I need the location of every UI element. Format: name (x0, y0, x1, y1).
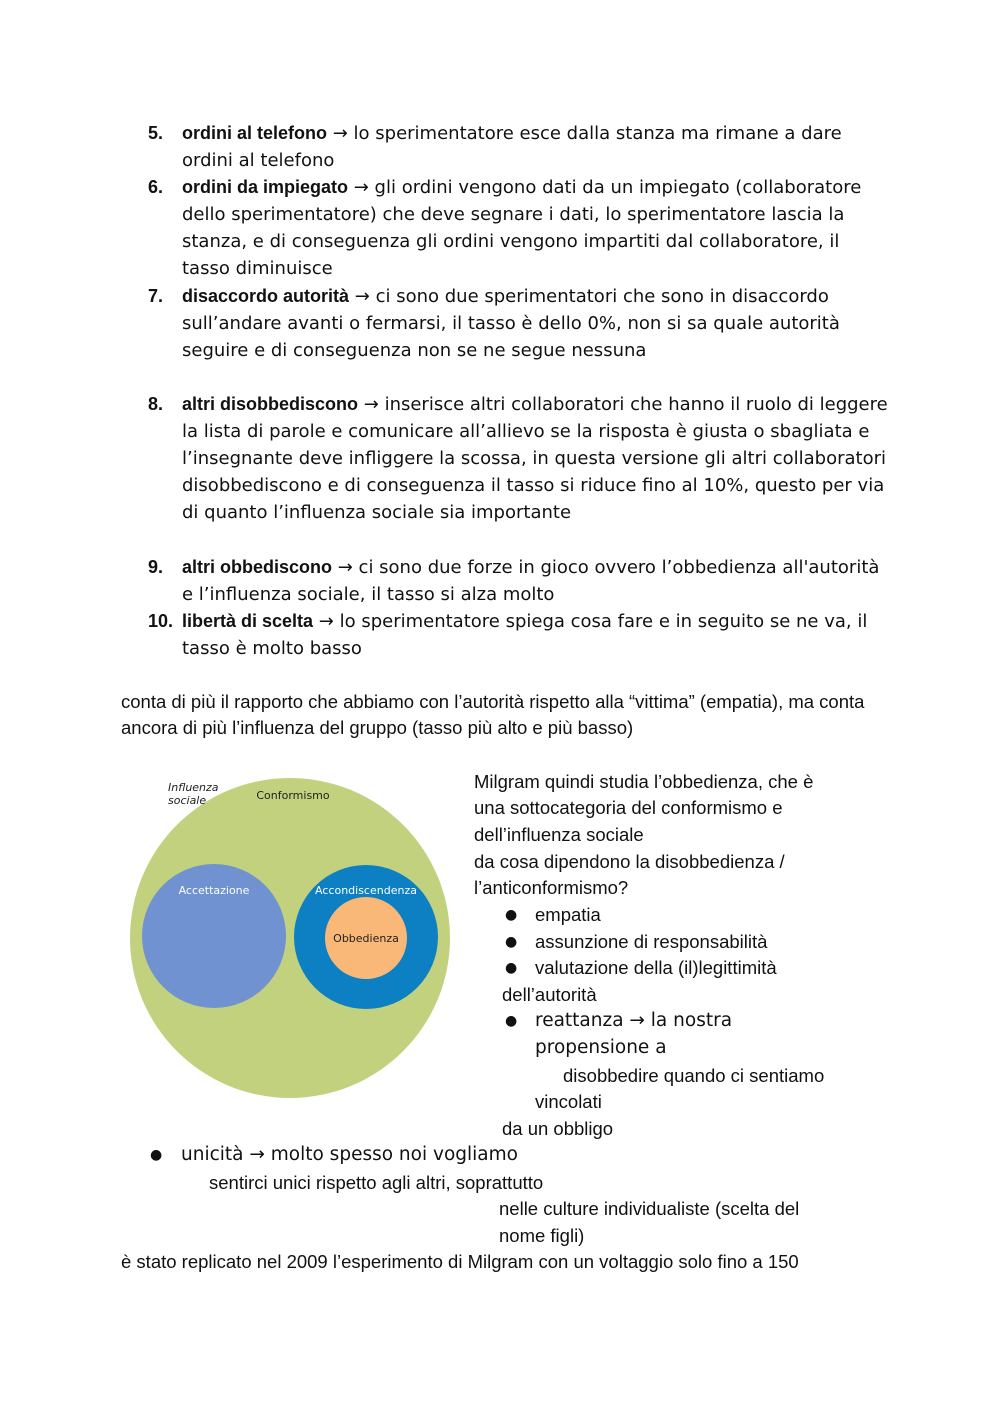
final-line: è stato replicato nel 2009 l’esperimento di Milgram con un voltaggio solo fino a 150 (121, 1251, 799, 1272)
list-number: 10. (148, 611, 174, 631)
list-term: libertà di scelta (182, 611, 314, 631)
bullet-text: vincolati (535, 1091, 602, 1112)
list-item (148, 554, 888, 608)
arrow: → (348, 177, 375, 198)
list-text: lo sperimentatore esce dalla stanza ma rimane a dare ordini al telefono (182, 123, 842, 171)
list-text: lo sperimentatore spiega cosa fare e in seguito se ne va, il tasso è molto basso (182, 611, 868, 659)
social-influence-diagram (125, 772, 457, 1104)
list-number: 9. (148, 557, 164, 577)
text-line: una sottocategoria del conformismo e (474, 797, 783, 818)
obbedienza-label: Obbedienza (333, 932, 399, 945)
list-term: altri obbediscono (182, 557, 333, 577)
bullet-text: sentirci unici rispetto agli altri, soprattutto (209, 1172, 544, 1193)
sociale-label: sociale (168, 794, 207, 807)
arrow: → (332, 557, 359, 578)
list-item (148, 120, 888, 174)
list-number: 6. (148, 177, 164, 197)
arrow: → (358, 394, 385, 415)
bullet-icon: ● (150, 1147, 163, 1163)
text-line: l’anticonformismo? (474, 877, 629, 898)
list-text: ci sono due sperimentatori che sono in disaccordo sull’andare avanti o fermarsi, il tasso è dello 0%, non si sa quale autorità seguire e di conseguenza non se ne segue nessuna (182, 286, 840, 361)
text-line: da cosa dipendono la disobbedienza / (474, 851, 785, 872)
list-text: inserisce altri collaboratori che hanno il ruolo di leggere la lista di parole e comunicare all’allievo se la risposta è giusta o sbagliata e l’insegnante deve infliggere la scossa, in questa versione gli altri collaboratori disobbediscono e di conseguenza il tasso si riduce fino al 10%, questo per via di quanto l’influenza sociale sia importante (182, 394, 888, 523)
list-item (148, 608, 888, 662)
bullet-text: empatia (535, 904, 601, 925)
bullet-text: unicità → molto spesso noi vogliamo (181, 1144, 518, 1165)
list-text: gli ordini vengono dati da un impiegato (collaboratore dello sperimentatore) che deve segnare i dati, lo sperimentatore lascia la stanza, e di conseguenza gli ordini vengono impartiti dal collaboratore, il tasso diminuisce (182, 177, 862, 279)
bullet-icon: ● (505, 1013, 518, 1029)
list-number: 5. (148, 123, 164, 143)
list-item (148, 391, 888, 526)
bullet-text: propensione a (535, 1037, 667, 1058)
list-number: 7. (148, 286, 164, 306)
bullet-text: disobbedire quando ci sentiamo (563, 1065, 825, 1086)
conformismo-label: Conformismo (256, 789, 330, 802)
arrow: → (313, 611, 340, 632)
text-line: dell’influenza sociale (474, 824, 644, 845)
bullet-text: nelle culture individualiste (scelta del (499, 1198, 800, 1219)
list-text: ci sono due forze in gioco ovvero l’obbedienza all'autorità e l’influenza sociale, il tasso si alza molto (182, 557, 880, 605)
bullet-text: nome figli) (499, 1225, 585, 1246)
bullet-text: assunzione di responsabilità (535, 931, 768, 952)
list-term: ordini al telefono (182, 123, 328, 143)
text-line: Milgram quindi studia l’obbedienza, che è (474, 771, 814, 792)
list-term: altri disobbediscono (182, 394, 359, 414)
accettazione-label: Accettazione (178, 884, 250, 897)
list-item (148, 174, 888, 282)
list-item (148, 283, 888, 364)
bullet-text: da un obbligo (502, 1118, 614, 1139)
arrow: → (327, 123, 354, 144)
bullet-icon: ● (505, 907, 518, 923)
list-number: 8. (148, 394, 164, 414)
paragraph: conta di più il rapporto che abbiamo con l’autorità rispetto alla “vittima” (empatia), ma conta ancora di più l’influenza del gruppo (tasso più alto e più basso) (121, 691, 865, 738)
arrow: → (349, 286, 376, 307)
bullet-icon: ● (505, 960, 518, 976)
bullet-text: dell’autorità (502, 984, 597, 1005)
bullet-text: reattanza → la nostra (535, 1010, 733, 1031)
list-term: disaccordo autorità (182, 286, 350, 306)
accondiscendenza-label: Accondiscendenza (315, 884, 417, 897)
bullet-text: valutazione della (il)legittimità (535, 957, 777, 978)
influenza-label: Influenza (168, 781, 219, 794)
list-term: ordini da impiegato (182, 177, 349, 197)
bullet-icon: ● (505, 934, 518, 950)
